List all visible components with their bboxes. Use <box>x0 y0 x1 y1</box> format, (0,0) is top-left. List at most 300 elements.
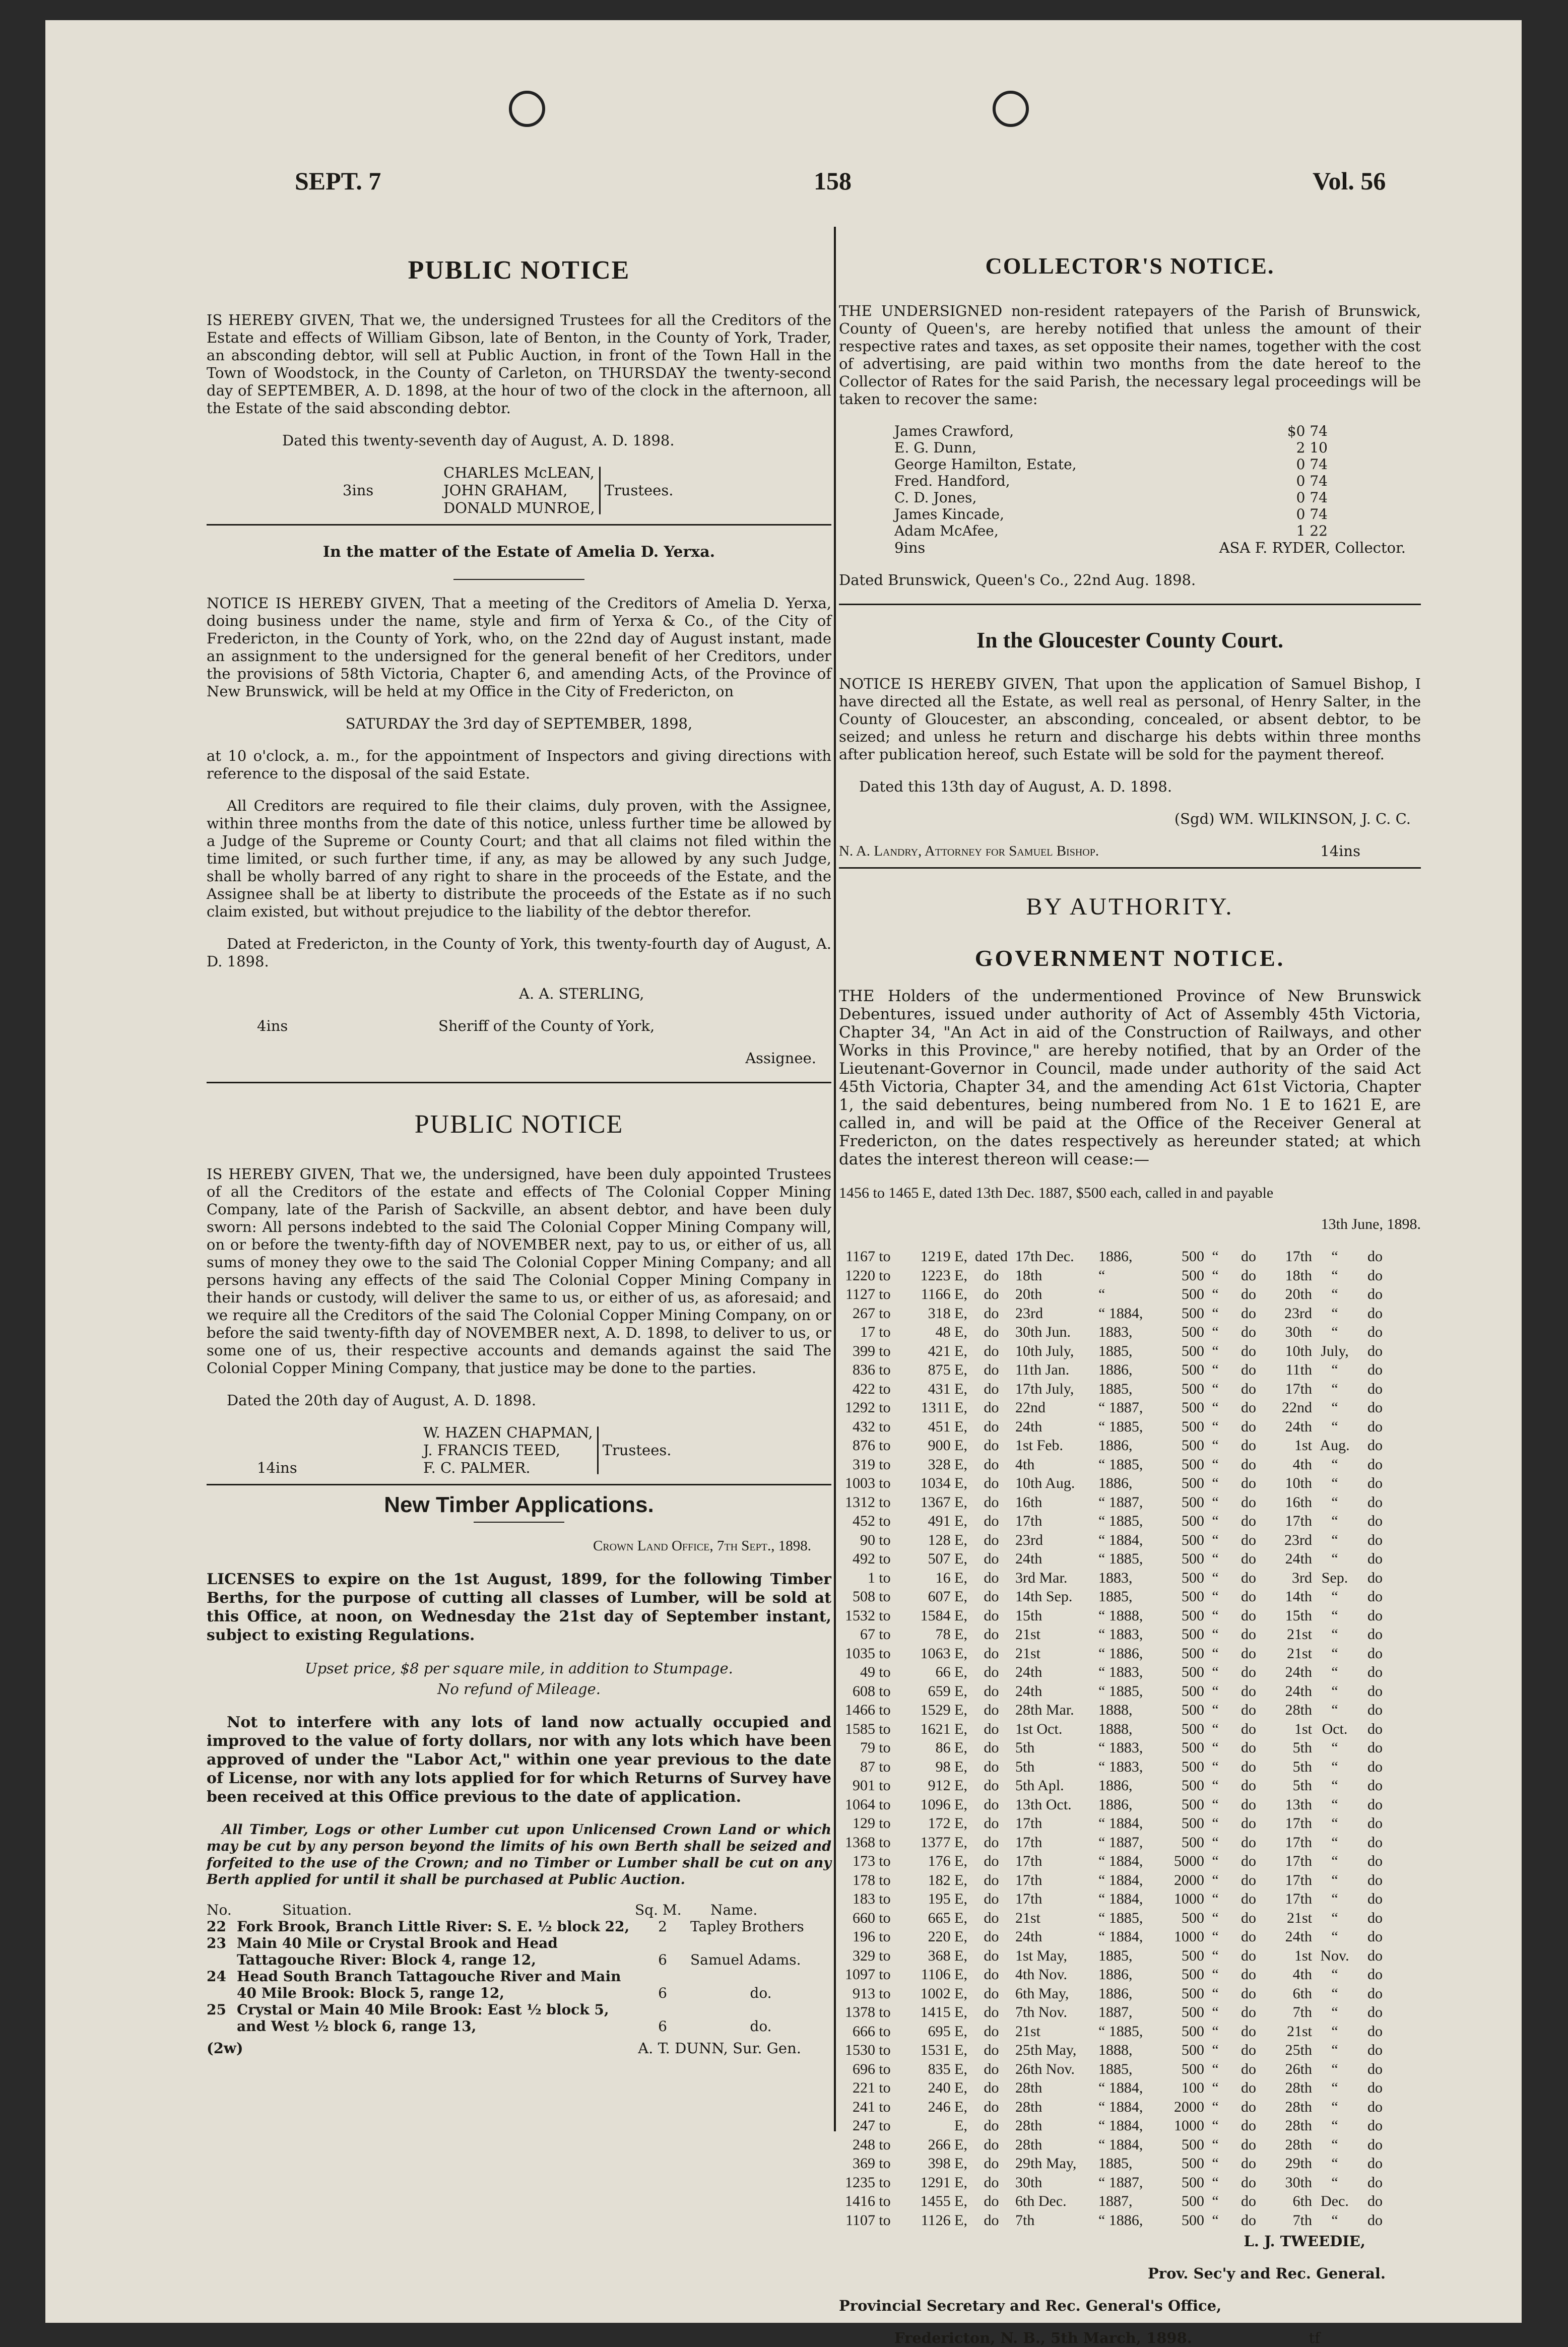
debenture-row <box>839 1569 1383 1588</box>
attorney-line <box>839 842 1421 860</box>
debenture-payable-ditto: do <box>1367 1248 1383 1265</box>
table-row <box>894 489 1328 506</box>
debenture-payable-ditto: do <box>1367 2079 1383 2096</box>
debenture-payable-month: “ <box>1331 1796 1338 1813</box>
debenture-called-in: do <box>1241 1834 1256 1851</box>
notice-title: New Timber Applications. <box>384 1492 654 1517</box>
timber-warning: All Timber, Logs or other Lumber cut upon Unlicensed Crown Land or which may be cut by any person beyond the limits of his own Berth shall be seized and forfeited to the use of the Crown; and no Timber or Lumber shall be cut on any Berth applied for until it shall be purchased at Public Auction. <box>207 1822 831 1887</box>
debenture-payable-ditto: do <box>1367 1286 1383 1302</box>
debenture-range-end: 86 E, <box>935 1739 967 1756</box>
debenture-payable-ditto: do <box>1367 1569 1383 1586</box>
debenture-dated: do <box>984 2174 999 2191</box>
range-to: to <box>879 2211 891 2229</box>
debenture-payable-day: 4th <box>1292 1456 1312 1473</box>
debenture-row <box>839 1871 1383 1890</box>
meeting-date: SATURDAY the 3rd day of SEPTEMBER, 1898, <box>345 715 693 732</box>
debenture-dated: do <box>984 1437 999 1454</box>
debenture-payable-day: 29th <box>1285 2155 1312 2172</box>
debenture-dated: do <box>984 2193 999 2209</box>
debenture-row <box>839 1682 1383 1701</box>
debenture-issue-date: 24th <box>1015 1928 1042 1945</box>
debenture-issue-date: 17th <box>1015 1871 1042 1888</box>
debenture-issue-date: 10th Aug. <box>1015 1475 1075 1491</box>
debenture-range-end: 1377 E, <box>920 1834 967 1851</box>
debenture-called-in: do <box>1241 1305 1256 1322</box>
debenture-range-start: 1235 <box>845 2174 875 2191</box>
debenture-payable-day: 3rd <box>1292 1569 1312 1586</box>
debenture-payable-ditto: do <box>1367 1456 1383 1473</box>
debenture-issue-year: 1886, <box>1098 1966 1133 1983</box>
header-name: Name. <box>710 1902 758 1918</box>
debenture-range-start: 87 <box>860 1758 875 1775</box>
debenture-ditto: “ <box>1212 2117 1219 2134</box>
volume-number: Vol. 56 <box>1313 167 1386 195</box>
debenture-dated: do <box>984 1909 999 1926</box>
debenture-ditto: “ <box>1212 2098 1219 2115</box>
berth-sq-m: 6 <box>658 2018 667 2035</box>
debenture-payable-day: 21st <box>1286 1645 1312 1662</box>
debenture-dated: do <box>984 1267 999 1284</box>
debenture-called-in: do <box>1241 1418 1256 1435</box>
debenture-issue-date: 10th July, <box>1015 1342 1074 1359</box>
debenture-range-start: 183 <box>853 1890 875 1907</box>
debenture-payable-month: “ <box>1331 1531 1338 1548</box>
range-to: to <box>879 1550 891 1567</box>
debenture-payable-month: “ <box>1331 1966 1338 1983</box>
debenture-range-end: 1415 E, <box>920 2004 967 2020</box>
debenture-range-end: 1529 E, <box>920 1702 967 1718</box>
debenture-range-end: 328 E, <box>928 1456 967 1473</box>
debenture-row <box>839 1852 1383 1871</box>
debenture-payable-day: 1st <box>1294 1720 1312 1737</box>
debenture-amount: 500 <box>1182 1361 1204 1378</box>
debenture-ditto: “ <box>1212 2042 1219 2058</box>
debenture-range-end: 220 E, <box>928 1928 967 1945</box>
debenture-amount: 500 <box>1182 1342 1204 1359</box>
debenture-issue-year: “ 1884, <box>1098 2136 1143 2153</box>
range-to: to <box>879 1966 891 1983</box>
debenture-row <box>839 1776 1383 1795</box>
debenture-dated: dated <box>975 1248 1008 1265</box>
debenture-payable-day: 17th <box>1285 1834 1312 1851</box>
debenture-issue-year: 1886, <box>1098 1475 1133 1491</box>
debenture-payable-month: “ <box>1331 1890 1338 1907</box>
debenture-payable-ditto: do <box>1367 1607 1383 1624</box>
debenture-range-start: 608 <box>853 1682 875 1700</box>
table-header <box>207 1902 831 1918</box>
debenture-range-end: 398 E, <box>928 2155 967 2172</box>
debenture-issue-year: 1888, <box>1098 1720 1133 1737</box>
notice-body: All Creditors are required to file their claims, duly proven, with the Assignee, within three months from the date of this notice, unless further time be allowed by a Judge of the Supreme or County Court; and that all claims not filed within the time limited, or such further time, if any, as may be allowed by any such Judge, shall be wholly barred of any right to share in the proceeds of the Estate, and the Assignee shall be at liberty to distribute the proceeds of the Estate as if no such claim existed, but without prejudice to the liability of the debtor therefor. <box>207 797 831 920</box>
debenture-payable-ditto: do <box>1367 2098 1383 2115</box>
debenture-issue-date: 13th Oct. <box>1015 1796 1072 1813</box>
debenture-ditto: “ <box>1212 2174 1219 2191</box>
debenture-ditto: “ <box>1212 1909 1219 1926</box>
table-row <box>207 1968 831 2001</box>
debenture-payable-month: “ <box>1331 1607 1338 1624</box>
rate-amount: 0 74 <box>1296 489 1328 506</box>
run-mark: (2w) <box>207 2040 243 2057</box>
debenture-called-in: do <box>1241 1513 1256 1529</box>
range-to: to <box>879 1569 891 1586</box>
debenture-row <box>839 1795 1383 1814</box>
debenture-ditto: “ <box>1212 1607 1219 1624</box>
ratepayer-name: E. G. Dunn, <box>894 439 976 456</box>
debenture-issue-year: “ 1884, <box>1098 1871 1143 1888</box>
debenture-payable-ditto: do <box>1367 1985 1383 2002</box>
debenture-issue-year: “ 1887, <box>1098 2174 1143 2191</box>
debenture-payable-month: Dec. <box>1321 2193 1349 2209</box>
debenture-amount: 500 <box>1182 1645 1204 1662</box>
bracket <box>599 467 601 514</box>
signer-role: Trustees. <box>604 482 674 499</box>
debenture-payable-ditto: do <box>1367 1928 1383 1945</box>
debenture-called-in: do <box>1241 1985 1256 2002</box>
debenture-payable-day: 5th <box>1292 1758 1312 1775</box>
debenture-issue-date: 22nd <box>1015 1399 1046 1416</box>
debenture-row <box>839 2211 1383 2230</box>
debenture-amount: 500 <box>1182 1720 1204 1737</box>
debenture-payable-month: “ <box>1331 1399 1338 1416</box>
range-to: to <box>879 1361 891 1378</box>
debenture-row <box>839 1606 1383 1625</box>
debenture-payable-ditto: do <box>1367 2004 1383 2020</box>
ratepayer-name: Adam McAfee, <box>894 523 999 539</box>
debenture-called-in: do <box>1241 1626 1256 1643</box>
debenture-payable-ditto: do <box>1367 1342 1383 1359</box>
debenture-row <box>839 1946 1383 1966</box>
signer-line <box>207 1017 831 1035</box>
debenture-payable-month: Aug. <box>1320 1437 1350 1454</box>
range-to: to <box>879 1853 891 1869</box>
range-to: to <box>879 1286 891 1302</box>
debenture-range-end: 368 E, <box>928 1947 967 1964</box>
ratepayer-name: James Crawford, <box>894 423 1014 439</box>
table-row <box>894 439 1328 456</box>
berth-situation: Fork Brook, Branch Little River: S. E. ½ block 22, <box>237 1918 630 1935</box>
gloucester-notice <box>839 627 1421 860</box>
debenture-amount: 500 <box>1182 1550 1204 1567</box>
debenture-range-end: 1291 E, <box>920 2174 967 2191</box>
debenture-range-start: 17 <box>860 1324 875 1340</box>
debenture-amount: 500 <box>1182 1493 1204 1511</box>
by-authority: BY AUTHORITY. <box>1026 893 1234 920</box>
debenture-range-end: 182 E, <box>928 1871 967 1888</box>
debenture-payable-ditto: do <box>1367 1493 1383 1511</box>
header-sq-m: Sq. M. <box>635 1902 682 1918</box>
debenture-ditto: “ <box>1212 1645 1219 1662</box>
debenture-payable-day: 17th <box>1285 1248 1312 1265</box>
debenture-range-start: 67 <box>860 1626 875 1643</box>
debenture-dated: do <box>984 2211 999 2229</box>
debenture-ditto: “ <box>1212 1513 1219 1529</box>
debenture-dated: do <box>984 2117 999 2134</box>
debenture-payable-month: “ <box>1331 2042 1338 2058</box>
debenture-called-in: do <box>1241 1267 1256 1284</box>
timber-footer <box>207 2040 831 2057</box>
notice-date: Dated this 13th day of August, A. D. 1898. <box>859 778 1172 795</box>
debenture-amount: 1000 <box>1174 2117 1204 2134</box>
debenture-range-start: 1585 <box>845 1720 875 1737</box>
debenture-dated: do <box>984 1834 999 1851</box>
debenture-issue-year: “ 1884, <box>1098 1305 1143 1322</box>
debenture-dated: do <box>984 1607 999 1624</box>
debenture-called-in: do <box>1241 2079 1256 2096</box>
debenture-payable-ditto: do <box>1367 2060 1383 2077</box>
debenture-ditto: “ <box>1212 1248 1219 1265</box>
debenture-row <box>839 1247 1383 1266</box>
debenture-payable-month: “ <box>1331 2174 1338 2191</box>
debenture-issue-year: “ 1883, <box>1098 1626 1143 1643</box>
debenture-ditto: “ <box>1212 1456 1219 1473</box>
debenture-payable-ditto: do <box>1367 1305 1383 1322</box>
debenture-amount: 500 <box>1182 1947 1204 1964</box>
debenture-issue-date: 7th Nov. <box>1015 2004 1068 2020</box>
debenture-called-in: do <box>1241 1361 1256 1378</box>
debenture-ditto: “ <box>1212 1777 1219 1794</box>
debenture-payable-day: 21st <box>1286 1909 1312 1926</box>
debenture-range-end: 195 E, <box>928 1890 967 1907</box>
debenture-ditto: “ <box>1212 1286 1219 1302</box>
debenture-issue-year: “ 1886, <box>1098 1645 1143 1662</box>
berth-name: Tapley Brothers <box>690 1918 804 1935</box>
timber-notice <box>207 1492 831 2057</box>
range-to: to <box>879 1739 891 1756</box>
debenture-called-in: do <box>1241 1324 1256 1340</box>
debenture-payable-month: Sep. <box>1321 1569 1348 1586</box>
debenture-range-start: 452 <box>853 1513 875 1529</box>
debenture-range-end: 240 E, <box>928 2079 967 2096</box>
debenture-dated: do <box>984 2079 999 2096</box>
debenture-called-in: do <box>1241 1928 1256 1945</box>
debenture-payable-day: 7th <box>1292 2004 1312 2020</box>
debenture-ditto: “ <box>1212 2023 1219 2040</box>
debenture-issue-year: “ 1887, <box>1098 1834 1143 1851</box>
debenture-amount: 1000 <box>1174 1928 1204 1945</box>
signer-name: DONALD MUNROE, <box>443 499 595 516</box>
ratepayer-name: James Kincade, <box>894 506 1004 523</box>
range-to: to <box>879 1267 891 1284</box>
range-to: to <box>879 1815 891 1832</box>
berth-no: 25 <box>207 2001 226 2018</box>
debenture-ditto: “ <box>1212 1475 1219 1491</box>
insertion-count: 3ins <box>343 482 374 499</box>
debenture-issue-date: 17th <box>1015 1834 1042 1851</box>
debenture-ditto: “ <box>1212 1815 1219 1832</box>
notice-body: at 10 o'clock, a. m., for the appointment of Inspectors and giving directions with reference to the disposal of the said Estate. <box>207 747 831 782</box>
notice-date: Fredericton, N. B., 5th March, 1898. <box>894 2329 1192 2346</box>
debenture-payable-ditto: do <box>1367 1682 1383 1700</box>
debenture-issue-year: “ 1887, <box>1098 1399 1143 1416</box>
first-debenture-line: 1456 to 1465 E, dated 13th Dec. 1887, $500 each, called in and payable <box>839 1185 1274 1201</box>
debenture-ditto: “ <box>1212 1853 1219 1869</box>
divider <box>839 604 1421 605</box>
debenture-payable-month: “ <box>1331 1777 1338 1794</box>
debenture-payable-day: 13th <box>1285 1796 1312 1813</box>
debenture-dated: do <box>984 1796 999 1813</box>
debenture-issue-date: 20th <box>1015 1286 1042 1302</box>
debenture-payable-ditto: do <box>1367 1890 1383 1907</box>
debenture-payable-month: “ <box>1331 1286 1338 1302</box>
debenture-payable-month: “ <box>1331 1456 1338 1473</box>
debenture-row <box>839 1701 1383 1720</box>
debenture-issue-year: “ 1888, <box>1098 1607 1143 1624</box>
debenture-range-end: 875 E, <box>928 1361 967 1378</box>
debenture-payable-month: “ <box>1331 1834 1338 1851</box>
debenture-called-in: do <box>1241 1645 1256 1662</box>
notice-date: Dated Brunswick, Queen's Co., 22nd Aug. 1898. <box>839 571 1196 589</box>
debenture-amount: 5000 <box>1174 1853 1204 1869</box>
debenture-issue-date: 17th <box>1015 1815 1042 1832</box>
debenture-called-in: do <box>1241 1909 1256 1926</box>
debenture-range-end: 1223 E, <box>920 1267 967 1284</box>
debenture-issue-year: “ 1884, <box>1098 2117 1143 2134</box>
debenture-issue-date: 16th <box>1015 1493 1042 1511</box>
debenture-amount: 500 <box>1182 1834 1204 1851</box>
debenture-payable-day: 5th <box>1292 1777 1312 1794</box>
debenture-range-start: 79 <box>860 1739 875 1756</box>
debenture-dated: do <box>984 1985 999 2002</box>
debenture-payable-ditto: do <box>1367 2155 1383 2172</box>
debenture-payable-ditto: do <box>1367 1361 1383 1378</box>
debenture-range-end: 1455 E, <box>920 2193 967 2209</box>
debenture-payable-day: 1st <box>1294 1437 1312 1454</box>
debenture-range-end: 16 E, <box>935 1569 967 1586</box>
debenture-issue-year: 1887, <box>1098 2193 1133 2209</box>
column-rule <box>834 227 836 2131</box>
debenture-payable-ditto: do <box>1367 1626 1383 1643</box>
debenture-range-start: 1532 <box>845 1607 875 1624</box>
debenture-amount: 500 <box>1182 1777 1204 1794</box>
debenture-dated: do <box>984 1645 999 1662</box>
debenture-payable-month: “ <box>1331 1985 1338 2002</box>
debenture-payable-ditto: do <box>1367 1966 1383 1983</box>
debenture-issue-date: 29th May, <box>1015 2155 1077 2172</box>
notice-title: In the matter of the Estate of Amelia D. Yerxa. <box>322 543 715 561</box>
range-to: to <box>879 1796 891 1813</box>
signer-name: A. T. DUNN, Sur. Gen. <box>638 2040 801 2057</box>
debenture-amount: 100 <box>1182 2079 1204 2096</box>
debenture-payable-ditto: do <box>1367 2211 1383 2229</box>
debenture-amount: 500 <box>1182 1267 1204 1284</box>
debenture-issue-year: 1883, <box>1098 1324 1133 1340</box>
debenture-payable-day: 24th <box>1285 1418 1312 1435</box>
debenture-dated: do <box>984 1418 999 1435</box>
header-situation: Situation. <box>282 1902 352 1918</box>
collectors-notice <box>839 252 1421 589</box>
debenture-range-start: 1064 <box>845 1796 875 1813</box>
debenture-payable-month: “ <box>1331 1550 1338 1567</box>
debenture-issue-date: 28th <box>1015 2079 1042 2096</box>
table-row <box>894 523 1328 539</box>
debenture-row <box>839 1380 1383 1399</box>
debenture-row <box>839 1814 1383 1833</box>
debenture-payable-month: “ <box>1331 1513 1338 1529</box>
debenture-issue-date: 30th <box>1015 2174 1042 2191</box>
debenture-dated: do <box>984 1531 999 1548</box>
debenture-issue-date: 17th Dec. <box>1015 1248 1074 1265</box>
colonial-copper-notice <box>207 1110 831 1477</box>
range-to: to <box>879 1588 891 1605</box>
debenture-amount: 500 <box>1182 1531 1204 1548</box>
debenture-dated: do <box>984 1626 999 1643</box>
debenture-row <box>839 2078 1383 2098</box>
debenture-payable-day: 15th <box>1285 1607 1312 1624</box>
debenture-called-in: do <box>1241 2060 1256 2077</box>
debenture-amount: 500 <box>1182 1456 1204 1473</box>
debenture-ditto: “ <box>1212 1305 1219 1322</box>
notice-title: PUBLIC NOTICE <box>414 1110 624 1139</box>
debenture-dated: do <box>984 1853 999 1869</box>
debenture-issue-year: 1887, <box>1098 2004 1133 2020</box>
rate-amount: 2 10 <box>1296 439 1328 456</box>
punch-hole <box>509 91 545 127</box>
debenture-row <box>839 1493 1383 1512</box>
land-notice: Not to interfere with any lots of land now actually occupied and improved to the value of forty dollars, nor with any lots which have been approved of under the "Labor Act," within one year previous to the date of License, nor with any lots applied for for which Returns of Survey have been received at this Office previous to the date of application. <box>207 1714 831 1806</box>
signer-name: L. J. TWEEDIE, <box>1244 2233 1365 2250</box>
debenture-row <box>839 1436 1383 1455</box>
debenture-dated: do <box>984 2098 999 2115</box>
debenture-called-in: do <box>1241 2174 1256 2191</box>
debenture-payable-ditto: do <box>1367 1380 1383 1397</box>
range-to: to <box>879 2117 891 2134</box>
debenture-issue-year: “ 1883, <box>1098 1739 1143 1756</box>
rate-amount: $0 74 <box>1287 423 1328 439</box>
debenture-payable-ditto: do <box>1367 1531 1383 1548</box>
debenture-called-in: do <box>1241 2117 1256 2134</box>
debenture-payable-month: “ <box>1331 2155 1338 2172</box>
debenture-range-start: 1167 <box>845 1248 875 1265</box>
debenture-range-start: 876 <box>853 1437 875 1454</box>
debenture-range-start: 1097 <box>845 1966 875 1983</box>
debenture-payable-month: “ <box>1331 1815 1338 1832</box>
signer-role: Trustees. <box>602 1442 672 1459</box>
signer-name: JOHN GRAHAM, <box>443 482 568 499</box>
table-row <box>894 506 1328 523</box>
debenture-amount: 500 <box>1182 1588 1204 1605</box>
debenture-payable-day: 17th <box>1285 1853 1312 1869</box>
debenture-issue-year: “ 1886, <box>1098 2211 1143 2229</box>
debenture-row <box>839 1587 1383 1606</box>
debenture-dated: do <box>984 2060 999 2077</box>
debenture-issue-year: “ 1884, <box>1098 1531 1143 1548</box>
range-to: to <box>879 1493 891 1511</box>
debenture-amount: 500 <box>1182 2023 1204 2040</box>
debenture-dated: do <box>984 1456 999 1473</box>
debenture-issue-year: “ 1885, <box>1098 1909 1143 1926</box>
debenture-amount: 500 <box>1182 1513 1204 1529</box>
header-date: SEPT. 7 <box>295 167 381 195</box>
debenture-issue-date: 1st May, <box>1015 1947 1068 1964</box>
range-to: to <box>879 1947 891 1964</box>
debenture-issue-year: “ 1885, <box>1098 1550 1143 1567</box>
short-rule <box>453 579 584 580</box>
office-date: Crown Land Office, 7th Sept., 1898. <box>593 1538 811 1554</box>
debenture-range-start: 1368 <box>845 1834 875 1851</box>
debenture-payable-month: July, <box>1321 1342 1349 1359</box>
debenture-issue-date: 30th Jun. <box>1015 1324 1071 1340</box>
berth-no: 22 <box>207 1918 226 1935</box>
debenture-range-start: 196 <box>853 1928 875 1945</box>
debenture-called-in: do <box>1241 1682 1256 1700</box>
debenture-amount: 500 <box>1182 1682 1204 1700</box>
debenture-range-start: 660 <box>853 1909 875 1926</box>
notice-title: In the Gloucester County Court. <box>976 628 1284 653</box>
table-row <box>894 423 1328 439</box>
debenture-payable-day: 24th <box>1285 1664 1312 1680</box>
debenture-amount: 500 <box>1182 2155 1204 2172</box>
debenture-dated: do <box>984 1890 999 1907</box>
